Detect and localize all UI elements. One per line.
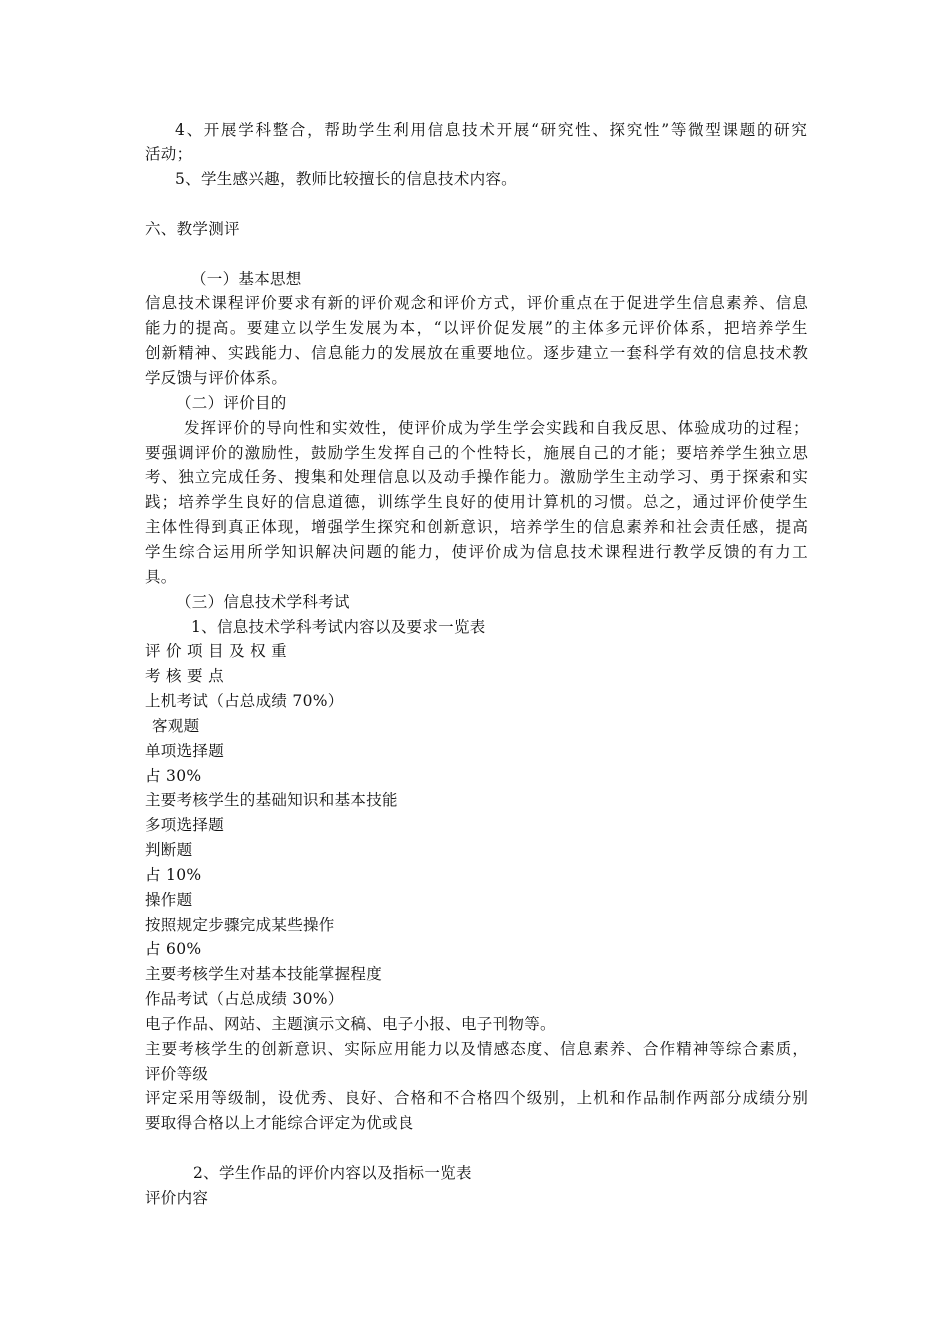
list-item: 操作题 xyxy=(145,891,193,909)
section-heading-6: 六、教学测评 xyxy=(145,220,240,238)
list-item: 作品考试（占总成绩 30%） xyxy=(145,990,344,1008)
list-item: 按照规定步骤完成某些操作 xyxy=(145,916,335,934)
line-item-14: 践；培养学生良好的信息道德，训练学生良好的使用计算机的习惯。总之，通过评价使学生 xyxy=(145,493,810,511)
list-item: 电子作品、网站、主题演示文稿、电子小报、电子刊物等。 xyxy=(145,1015,556,1033)
list-item: 评 价 项 目 及 权 重 xyxy=(145,642,287,660)
list-item: 要取得合格以上才能综合评定为优或良 xyxy=(145,1114,414,1132)
subheading-3: （三）信息技术学科考试 xyxy=(176,593,350,611)
list-item: 单项选择题 xyxy=(145,742,225,760)
line-item-16: 学生综合运用所学知识解决问题的能力，使评价成为信息技术课程进行教学反馈的有力工 xyxy=(145,543,810,561)
list-item: 主要考核学生的创新意识、实际应用能力以及情感态度、信息素养、合作精神等综合素质， xyxy=(145,1040,810,1058)
line-item-1: 4、开展学科整合，帮助学生利用信息技术开展“研究性、探究性”等微型课题的研究 xyxy=(175,121,809,139)
subheading-2: （二）评价目的 xyxy=(176,394,287,412)
line-item-6: 信息技术课程评价要求有新的评价观念和评价方式，评价重点在于促进学生信息素养、信息 xyxy=(145,294,810,312)
list-item: 主要考核学生对基本技能掌握程度 xyxy=(145,965,383,983)
line-item-12: 要强调评价的激励性，鼓励学生发挥自己的个性特长，施展自己的才能；要培养学生独立思 xyxy=(145,444,810,462)
line-item-13: 考、独立完成任务、搜集和处理信息以及动手操作能力。激励学生主动学习、勇于探索和实 xyxy=(145,468,810,486)
list-item: 客观题 xyxy=(152,717,200,735)
subheading-1: （一）基本思想 xyxy=(191,270,302,288)
list-item: 多项选择题 xyxy=(145,816,225,834)
list-item: 评定采用等级制，设优秀、良好、合格和不合格四个级别，上机和作品制作两部分成绩分别 xyxy=(145,1089,810,1107)
list-item: 主要考核学生的基础知识和基本技能 xyxy=(145,791,398,809)
line-item-17: 具。 xyxy=(145,568,177,586)
list-item: 占 60% xyxy=(145,940,202,958)
list-item: 评价内容 xyxy=(145,1189,209,1207)
list-item: 占 30% xyxy=(145,767,202,785)
list-item: 判断题 xyxy=(145,841,193,859)
list-item: 评价等级 xyxy=(145,1065,209,1083)
list-item: 考 核 要 点 xyxy=(145,667,224,685)
line-item-15: 主体性得到真正体现，增强学生探究和创新意识，培养学生的信息素养和社会责任感，提高 xyxy=(145,518,810,536)
list-item: 占 10% xyxy=(145,866,202,884)
line-item-11: 发挥评价的导向性和实效性，使评价成为学生学会实践和自我反思、体验成功的过程； xyxy=(184,419,810,437)
table-title-1: 1、信息技术学科考试内容以及要求一览表 xyxy=(191,618,486,636)
line-item-9: 学反馈与评价体系。 xyxy=(145,369,288,387)
line-item-8: 创新精神、实践能力、信息能力的发展放在重要地位。逐步建立一套科学有效的信息技术教 xyxy=(145,344,810,362)
table-title-2: 2、学生作品的评价内容以及指标一览表 xyxy=(193,1164,472,1182)
line-item-7: 能力的提高。要建立以学生发展为本，“以评价促发展”的主体多元评价体系，把培养学生 xyxy=(145,319,809,337)
line-item-2: 活动； xyxy=(145,145,193,163)
list-item: 上机考试（占总成绩 70%） xyxy=(145,692,344,710)
line-item-3: 5、学生感兴趣，教师比较擅长的信息技术内容。 xyxy=(175,170,517,188)
